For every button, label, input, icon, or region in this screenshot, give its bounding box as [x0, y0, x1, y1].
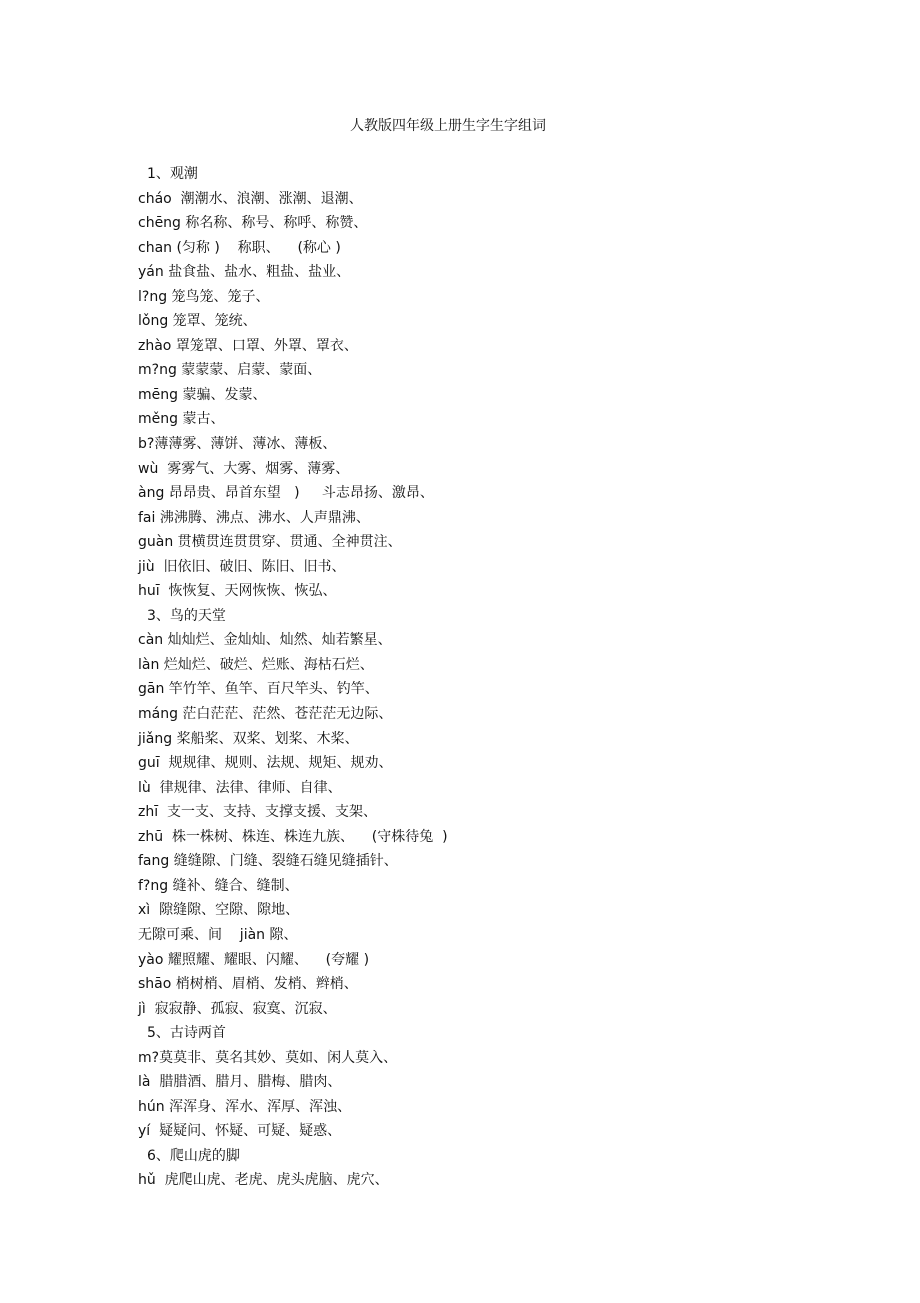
- lesson-heading: 3、鸟的天堂: [147, 607, 226, 624]
- vocabulary-entry: gān 竿竹竿、鱼竿、百尺竿头、钓竿、: [138, 681, 379, 698]
- vocabulary-entry: m?莫莫非、莫名其妙、莫如、闲人莫入、: [138, 1049, 398, 1066]
- vocabulary-entry: zhào 罩笼罩、口罩、外罩、罩衣、: [138, 337, 358, 354]
- vocabulary-entry: mēng 蒙骗、发蒙、: [138, 386, 267, 403]
- vocabulary-entry: chēng 称名称、称号、称呼、称赞、: [138, 215, 368, 232]
- vocabulary-entry: 无隙可乘、间 jiàn 隙、: [138, 926, 298, 943]
- vocabulary-entry: máng 茫白茫茫、茫然、苍茫茫无边际、: [138, 706, 393, 723]
- vocabulary-list: [138, 162, 838, 1193]
- vocabulary-entry: fang 缝缝隙、门缝、裂缝石缝见缝插针、: [138, 853, 398, 870]
- vocabulary-entry: l?ng 笼鸟笼、笼子、: [138, 288, 270, 305]
- vocabulary-entry: lù 律规律、法律、律师、自律、: [138, 779, 342, 796]
- vocabulary-entry: wù 雾雾气、大雾、烟雾、薄雾、: [138, 460, 350, 477]
- vocabulary-entry: chan (匀称 ) 称职、 (称心 ): [138, 239, 341, 256]
- lesson-heading: 5、古诗两首: [147, 1025, 226, 1042]
- vocabulary-entry: hǔ 虎爬山虎、老虎、虎头虎脑、虎穴、: [138, 1172, 389, 1189]
- vocabulary-entry: jiǎng 桨船桨、双桨、划桨、木桨、: [138, 730, 359, 747]
- vocabulary-entry: jiù 旧依旧、破旧、陈旧、旧书、: [138, 558, 346, 575]
- vocabulary-entry: b?薄薄雾、薄饼、薄冰、薄板、: [138, 436, 337, 453]
- vocabulary-entry: yán 盐食盐、盐水、粗盐、盐业、: [138, 264, 351, 281]
- vocabulary-entry: lǒng 笼罩、笼统、: [138, 313, 257, 330]
- vocabulary-entry: hún 浑浑身、浑水、浑厚、浑浊、: [138, 1098, 352, 1115]
- lesson-heading: 6、爬山虎的脚: [147, 1147, 240, 1164]
- vocabulary-entry: zhū 株一株树、株连、株连九族、 (守株待兔 ): [138, 828, 448, 845]
- vocabulary-entry: yào 耀照耀、耀眼、闪耀、 (夸耀 ): [138, 951, 370, 968]
- document-title: 人教版四年级上册生字生字组词: [350, 118, 546, 134]
- vocabulary-entry: jì 寂寂静、孤寂、寂寞、沉寂、: [138, 1000, 337, 1017]
- vocabulary-entry: měng 蒙古、: [138, 411, 225, 428]
- vocabulary-entry: càn 灿灿烂、金灿灿、灿然、灿若繁星、: [138, 632, 392, 649]
- vocabulary-entry: shāo 梢树梢、眉梢、发梢、辫梢、: [138, 976, 358, 993]
- vocabulary-entry: guī 规规律、规则、法规、规矩、规劝、: [138, 755, 393, 772]
- vocabulary-entry: huī 恢恢复、天网恢恢、恢弘、: [138, 583, 337, 600]
- vocabulary-entry: fai 沸沸腾、沸点、沸水、人声鼎沸、: [138, 509, 370, 526]
- lesson-heading: 1、观潮: [147, 166, 198, 182]
- vocabulary-entry: yí 疑疑问、怀疑、可疑、疑惑、: [138, 1123, 342, 1140]
- vocabulary-entry: là 腊腊酒、腊月、腊梅、腊肉、: [138, 1074, 342, 1091]
- vocabulary-entry: làn 烂灿烂、破烂、烂账、海枯石烂、: [138, 656, 374, 673]
- vocabulary-entry: guàn 贯横贯连贯贯穿、贯通、全神贯注、: [138, 534, 402, 551]
- vocabulary-entry: zhī 支一支、支持、支撑支援、支架、: [138, 804, 378, 821]
- vocabulary-entry: cháo 潮潮水、浪潮、涨潮、退潮、: [138, 190, 363, 207]
- vocabulary-entry: àng 昂昂贵、昂首东望 ) 斗志昂扬、激昂、: [138, 485, 434, 502]
- vocabulary-entry: f?ng 缝补、缝合、缝制、: [138, 877, 299, 894]
- vocabulary-entry: m?ng 蒙蒙蒙、启蒙、蒙面、: [138, 362, 322, 379]
- vocabulary-entry: xì 隙缝隙、空隙、隙地、: [138, 902, 300, 919]
